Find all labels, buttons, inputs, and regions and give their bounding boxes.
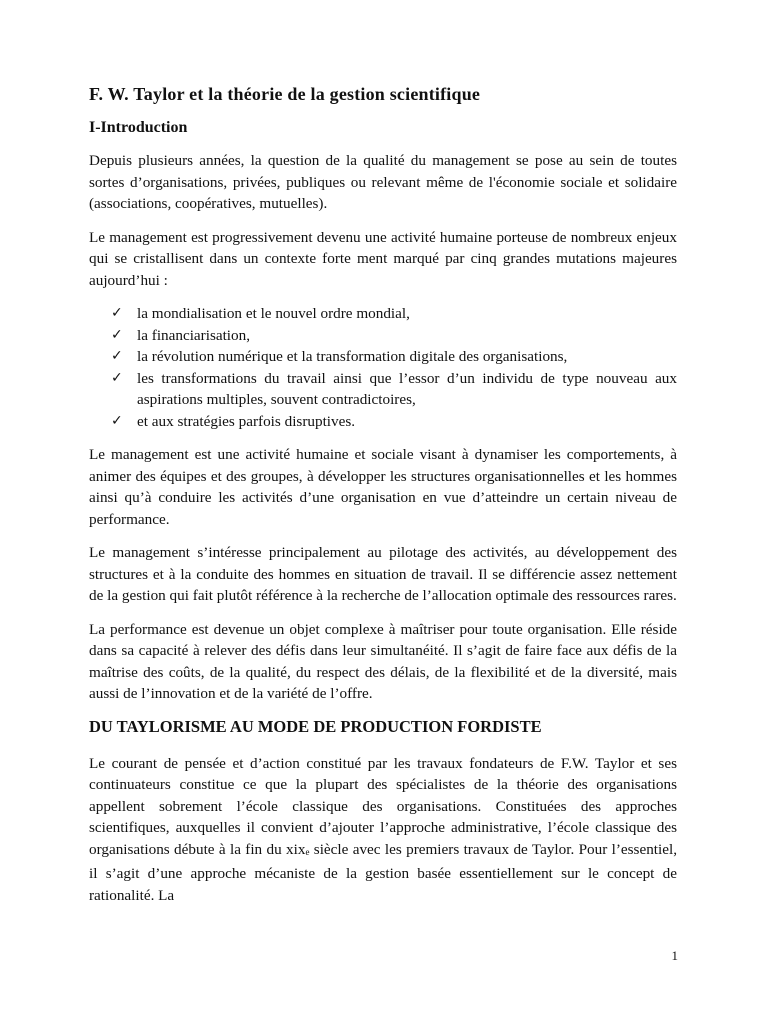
list-item — [89, 368, 677, 411]
list-item-text: la révolution numérique et la transformation digitale des organisations, — [137, 348, 568, 365]
section-heading-taylorisme: DU TAYLORISME AU MODE DE PRODUCTION FORDISTE — [89, 716, 542, 736]
list-item — [89, 325, 677, 347]
document-title: F. W. Taylor et la théorie de la gestion scientifique — [89, 84, 481, 104]
list-item — [89, 411, 677, 433]
mutations-list — [89, 303, 677, 432]
section-heading-introduction: I-Introduction — [89, 119, 188, 136]
check-icon: ✓ — [111, 305, 123, 321]
check-icon: ✓ — [111, 412, 123, 429]
page-number: 1 — [671, 948, 678, 963]
paragraph: Le management s’intéresse principalement au pilotage des activités, au développement des structures et à la conduite des hommes en situation de travail. Il se différencie assez nettement de la gestion qui fait plutôt référence à la recherche de l’allocation optimale des ressources rares. — [89, 544, 677, 604]
paragraph: La performance est devenue un objet complexe à maîtriser pour toute organisation. Elle réside dans sa capacité à relever des défis dans leur simultanéité. Il s’agit de faire face aux défis de la maîtrise des coûts, de la qualité, du respect des délais, de la flexibilité et de la diversité, mais aussi de l’innovation et de la variété de l’offre. — [89, 620, 677, 702]
paragraph: Depuis plusieurs années, la question de la qualité du management se pose au sein de toutes sortes d’organisations, privées, publiques ou relevant même de l'économie sociale et solidaire (associations, coopératives, mutuelles). — [89, 152, 677, 212]
paragraph — [89, 753, 677, 907]
check-icon: ✓ — [111, 348, 123, 364]
list-item-text: et aux stratégies parfois disruptives. — [137, 412, 356, 430]
superscript: e — [305, 846, 310, 857]
document-page — [89, 84, 677, 906]
paragraph-text: Le courant de pensée et d’action constitué par les travaux fondateurs de F.W. Taylor et ses continuateurs constitue ce que la plupart des spécialistes de la théorie des organisations appellent sobrement l’école classique des organisations. Constituées des approches scientifiques, auxquelles il convient d’ajouter l’approche administrative, l’école classique des organisations débute à la fin du xix — [89, 754, 677, 858]
paragraph-text: siècle avec les premiers travaux de Taylor. Pour l’essentiel, il s’agit d’une approche mécaniste de la gestion basée essentiellement sur le concept de rationalité. La — [89, 840, 678, 904]
check-icon: ✓ — [111, 326, 123, 343]
list-item-text: la financiarisation, — [137, 326, 251, 344]
list-item — [89, 346, 677, 368]
paragraph: Le management est une activité humaine et sociale visant à dynamiser les comportements, à animer des équipes et des groupes, à développer les structures organisationnelles et les hommes ainsi qu’à conduire les activités d’une organisation en vue d’atteindre un certain niveau de performance. — [89, 446, 677, 528]
list-item — [89, 303, 677, 325]
list-item-text: la mondialisation et le nouvel ordre mondial, — [137, 305, 410, 322]
check-icon: ✓ — [111, 369, 123, 386]
list-item-text: les transformations du travail ainsi que l’essor d’un individu de type nouveau aux aspirations multiples, souvent contradictoires, — [137, 369, 677, 408]
paragraph: Le management est progressivement devenu une activité humaine porteuse de nombreux enjeux qui se cristallisent dans un contexte forte ment marqué par cinq grandes mutations majeures aujourd’hui : — [89, 228, 677, 289]
